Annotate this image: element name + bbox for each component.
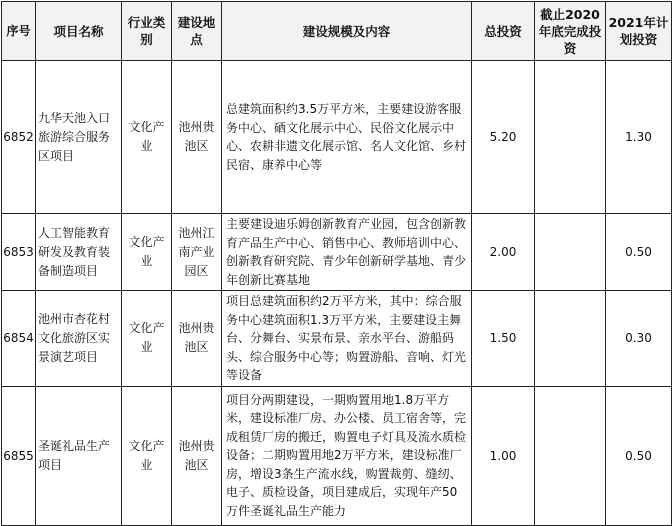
table-row [2,214,672,291]
cell-id: 6853 [2,214,36,291]
table-row [2,291,672,387]
cell-name: 九华天池入口旅游综合服务区项目 [36,61,122,214]
header-category: 行业类别 [122,2,172,61]
cell-category: 文化产业 [122,61,172,214]
cell-category: 文化产业 [122,214,172,291]
cell-name: 池州市杏花村文化旅游区实景演艺项目 [36,291,122,387]
cell-total: 1.00 [472,386,535,525]
cell-completed [535,214,606,291]
header-plan: 2021年计划投资 [606,2,672,61]
table-row [2,61,672,214]
cell-name: 圣诞礼品生产项目 [36,386,122,525]
cell-location: 池州贵池区 [172,386,222,525]
cell-id: 6852 [2,61,36,214]
project-table [1,1,672,526]
header-name: 项目名称 [36,2,122,61]
cell-plan: 1.30 [606,61,672,214]
cell-content: 主要建设迪乐姆创新教育产业园，包含创新教育产品生产中心、销售中心、教师培训中心、创新教育研究院、青少年创新研学基地、青少年创新比赛基地 [222,214,472,291]
header-row [2,2,672,61]
cell-location: 池州贵池区 [172,291,222,387]
header-total: 总投资 [472,2,535,61]
cell-name: 人工智能教育研发及教育装备制造项目 [36,214,122,291]
table-row [2,386,672,525]
header-content: 建设规模及内容 [222,2,472,61]
cell-location: 池州贵池区 [172,61,222,214]
cell-plan: 0.50 [606,386,672,525]
cell-content: 项目分两期建设，一期购置用地1.8万平方米，建设标准厂房、办公楼、员工宿舍等，完成租赁厂房的搬迁，购置电子灯具及流水质检设备；二期购置用地2万平方米，建设标准厂房，增设3条生产流水线，购置裁剪、缝纫、电子、质检设备，项目建成后，实现年产50万件圣诞礼品生产能力 [222,386,472,525]
cell-category: 文化产业 [122,386,172,525]
cell-id: 6855 [2,386,36,525]
cell-plan: 0.50 [606,214,672,291]
cell-content: 项目总建筑面积约2万平方米，其中：综合服务中心建筑面积1.3万平方米，主要建设主舞台、分舞台、实景布景、亲水平台、游船码头、综合服务中心等；购置游船、音响、灯光等设备 [222,291,472,387]
cell-total: 2.00 [472,214,535,291]
cell-completed [535,386,606,525]
cell-total: 5.20 [472,61,535,214]
header-completed: 截止2020年底完成投资 [535,2,606,61]
cell-completed [535,291,606,387]
cell-total: 1.50 [472,291,535,387]
cell-id: 6854 [2,291,36,387]
cell-location: 池州江南产业园区 [172,214,222,291]
header-location: 建设地点 [172,2,222,61]
cell-plan: 0.30 [606,291,672,387]
cell-completed [535,61,606,214]
header-id: 序号 [2,2,36,61]
cell-category: 文化产业 [122,291,172,387]
cell-content: 总建筑面积约3.5万平方米，主要建设游客服务中心、硒文化展示中心、民俗文化展示中心、农耕非遗文化展示馆、名人文化馆、乡村民宿、康养中心等 [222,61,472,214]
